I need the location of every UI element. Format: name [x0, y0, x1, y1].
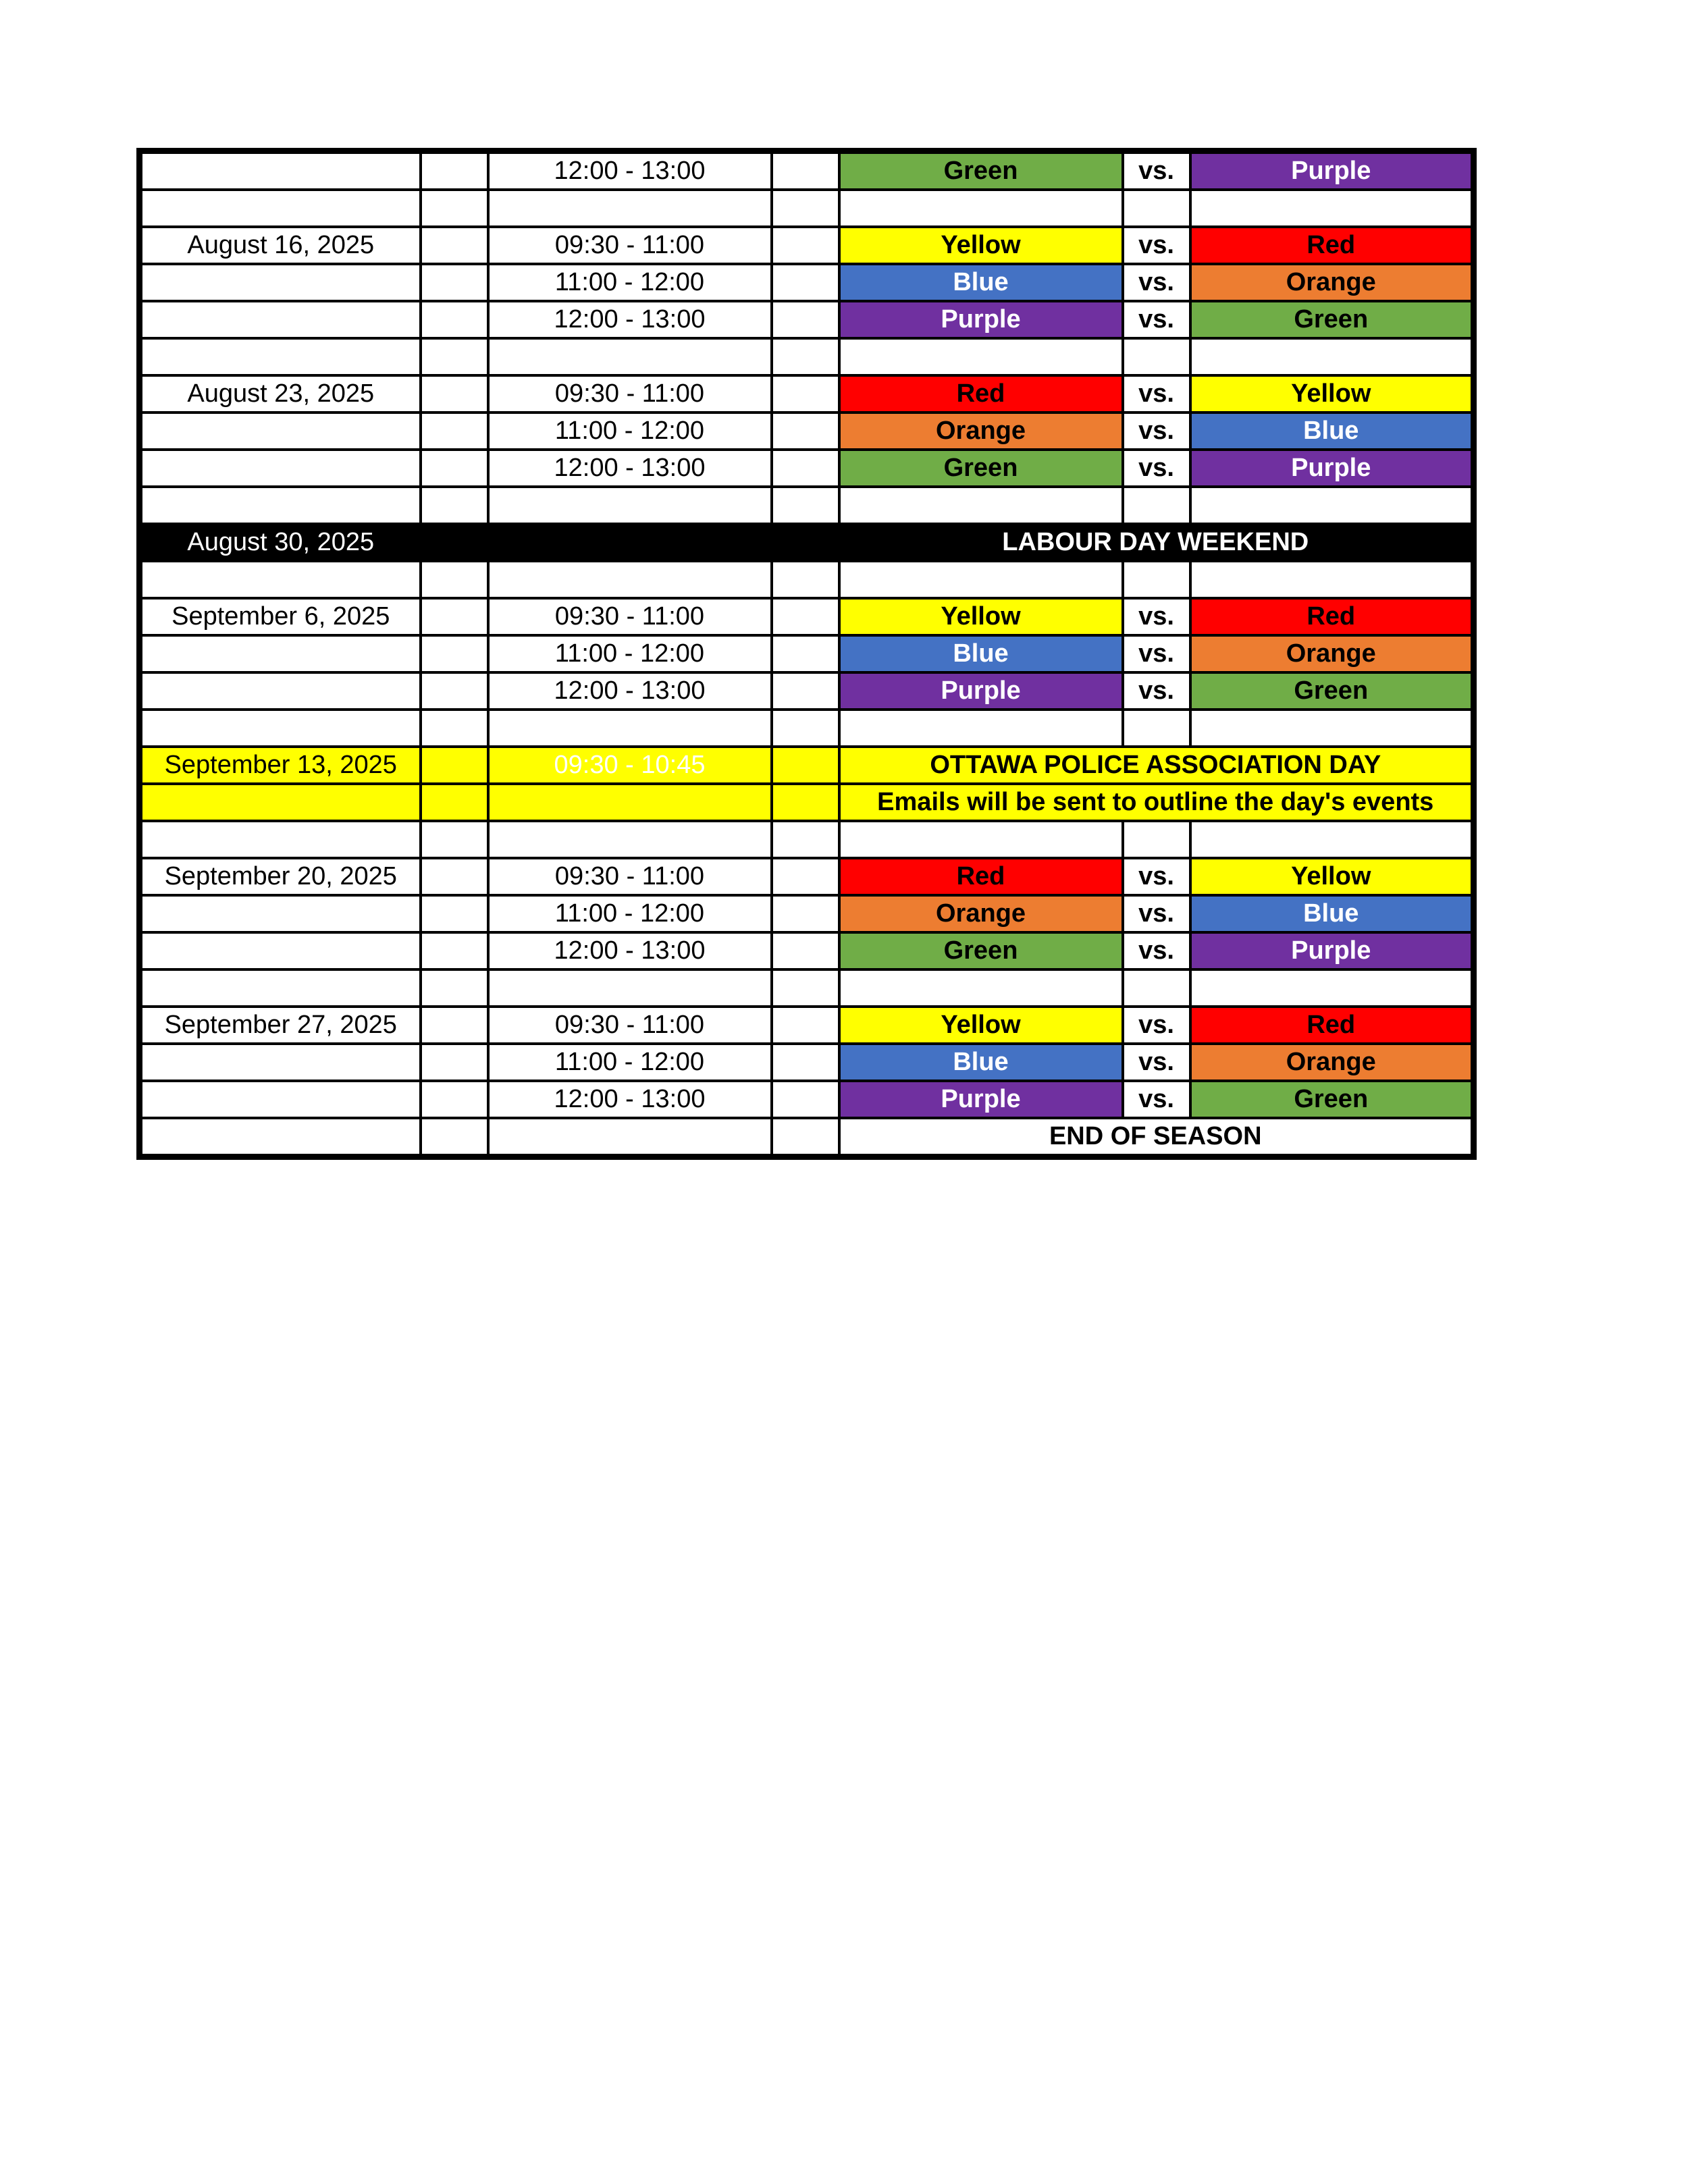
empty-cell: [140, 710, 421, 747]
spacer-cell: [772, 151, 839, 190]
date-cell: August 30, 2025: [140, 524, 421, 561]
vs-label: vs.: [1123, 412, 1190, 450]
vs-label: vs.: [1123, 1007, 1190, 1044]
spacer-cell: [421, 858, 488, 895]
spacer-cell: [772, 784, 839, 821]
time-cell: 09:30 - 10:45: [488, 747, 772, 784]
time-cell: 09:30 - 11:00: [488, 1007, 772, 1044]
vs-label: vs.: [1123, 895, 1190, 932]
spacer-cell: [421, 524, 488, 561]
away-team-cell: Yellow: [1190, 858, 1474, 895]
spacer-cell: [772, 858, 839, 895]
empty-cell: [839, 969, 1123, 1007]
spacer-cell: [421, 598, 488, 635]
time-cell: 11:00 - 12:00: [488, 412, 772, 450]
empty-cell: [421, 561, 488, 598]
time-cell: 11:00 - 12:00: [488, 895, 772, 932]
time-cell: 12:00 - 13:00: [488, 932, 772, 969]
empty-cell: [772, 561, 839, 598]
date-cell: [140, 895, 421, 932]
vs-label: vs.: [1123, 1081, 1190, 1118]
spacer-cell: [772, 227, 839, 264]
spacer-cell: [421, 672, 488, 710]
spacer-row: [140, 487, 1474, 524]
empty-cell: [1123, 338, 1190, 375]
away-team-cell: Blue: [1190, 895, 1474, 932]
time-cell: 11:00 - 12:00: [488, 264, 772, 301]
spacer-row: [140, 821, 1474, 858]
spacer-cell: [772, 412, 839, 450]
home-team-cell: Red: [839, 375, 1123, 412]
empty-cell: [140, 969, 421, 1007]
away-team-cell: Yellow: [1190, 375, 1474, 412]
spacer-cell: [772, 598, 839, 635]
schedule-table: [136, 148, 1477, 1160]
date-cell: [140, 450, 421, 487]
empty-cell: [772, 190, 839, 227]
empty-cell: [140, 487, 421, 524]
time-cell: 11:00 - 12:00: [488, 1044, 772, 1081]
spacer-cell: [421, 784, 488, 821]
game-row: [140, 1044, 1474, 1081]
away-team-cell: Orange: [1190, 264, 1474, 301]
empty-cell: [839, 338, 1123, 375]
spacer-cell: [772, 932, 839, 969]
away-team-cell: Green: [1190, 1081, 1474, 1118]
empty-cell: [421, 821, 488, 858]
spacer-row: [140, 190, 1474, 227]
empty-cell: [772, 487, 839, 524]
empty-cell: [140, 821, 421, 858]
spacer-cell: [772, 1081, 839, 1118]
game-row: [140, 858, 1474, 895]
game-row: [140, 301, 1474, 338]
date-cell: [140, 301, 421, 338]
empty-cell: [1190, 969, 1474, 1007]
spacer-cell: [772, 635, 839, 672]
spacer-cell: [772, 895, 839, 932]
away-team-cell: Red: [1190, 1007, 1474, 1044]
away-team-cell: Green: [1190, 672, 1474, 710]
spacer-cell: [772, 375, 839, 412]
game-row: [140, 412, 1474, 450]
spacer-cell: [421, 151, 488, 190]
empty-cell: [488, 969, 772, 1007]
date-cell: September 6, 2025: [140, 598, 421, 635]
event-banner: Emails will be sent to outline the day's events: [839, 784, 1474, 821]
away-team-cell: Purple: [1190, 450, 1474, 487]
date-cell: [140, 412, 421, 450]
time-cell: 12:00 - 13:00: [488, 1081, 772, 1118]
spacer-cell: [421, 1007, 488, 1044]
empty-cell: [140, 190, 421, 227]
holiday-row: [140, 524, 1474, 561]
away-team-cell: Red: [1190, 598, 1474, 635]
away-team-cell: Purple: [1190, 151, 1474, 190]
date-cell: [140, 635, 421, 672]
time-cell: 11:00 - 12:00: [488, 635, 772, 672]
away-team-cell: Blue: [1190, 412, 1474, 450]
empty-cell: [839, 190, 1123, 227]
date-cell: September 13, 2025: [140, 747, 421, 784]
away-team-cell: Orange: [1190, 1044, 1474, 1081]
vs-label: vs.: [1123, 301, 1190, 338]
date-cell: [140, 932, 421, 969]
game-row: [140, 635, 1474, 672]
empty-cell: [772, 821, 839, 858]
empty-cell: [1123, 487, 1190, 524]
empty-cell: [1123, 561, 1190, 598]
spacer-cell: [772, 1044, 839, 1081]
home-team-cell: Green: [839, 450, 1123, 487]
time-cell: 12:00 - 13:00: [488, 151, 772, 190]
event-banner: OTTAWA POLICE ASSOCIATION DAY: [839, 747, 1474, 784]
home-team-cell: Red: [839, 858, 1123, 895]
spacer-cell: [421, 450, 488, 487]
home-team-cell: Green: [839, 932, 1123, 969]
empty-cell: [421, 190, 488, 227]
empty-cell: [839, 487, 1123, 524]
empty-cell: [839, 710, 1123, 747]
home-team-cell: Blue: [839, 1044, 1123, 1081]
spacer-cell: [421, 264, 488, 301]
spacer-cell: [772, 301, 839, 338]
vs-label: vs.: [1123, 264, 1190, 301]
spacer-cell: [421, 932, 488, 969]
empty-cell: [488, 710, 772, 747]
home-team-cell: Green: [839, 151, 1123, 190]
empty-cell: [488, 190, 772, 227]
empty-cell: [1190, 338, 1474, 375]
spacer-cell: [421, 635, 488, 672]
empty-cell: [421, 338, 488, 375]
event-row: [140, 784, 1474, 821]
time-cell: 12:00 - 13:00: [488, 450, 772, 487]
vs-label: vs.: [1123, 375, 1190, 412]
empty-cell: [488, 487, 772, 524]
date-cell: August 23, 2025: [140, 375, 421, 412]
date-cell: [140, 784, 421, 821]
empty-cell: [839, 561, 1123, 598]
spacer-row: [140, 969, 1474, 1007]
vs-label: vs.: [1123, 672, 1190, 710]
home-team-cell: Yellow: [839, 598, 1123, 635]
empty-cell: [1123, 190, 1190, 227]
game-row: [140, 598, 1474, 635]
spacer-cell: [421, 1081, 488, 1118]
game-row: [140, 151, 1474, 190]
vs-label: vs.: [1123, 635, 1190, 672]
vs-label: vs.: [1123, 1044, 1190, 1081]
empty-cell: [140, 1118, 421, 1157]
game-row: [140, 672, 1474, 710]
spacer-cell: [772, 450, 839, 487]
spacer-row: [140, 710, 1474, 747]
schedule-body: [140, 151, 1474, 1157]
away-team-cell: Green: [1190, 301, 1474, 338]
holiday-banner: LABOUR DAY WEEKEND: [839, 524, 1474, 561]
vs-label: vs.: [1123, 598, 1190, 635]
empty-cell: [1190, 710, 1474, 747]
spacer-row: [140, 338, 1474, 375]
game-row: [140, 895, 1474, 932]
spacer-cell: [421, 227, 488, 264]
spacer-cell: [772, 672, 839, 710]
empty-cell: [839, 821, 1123, 858]
date-cell: August 16, 2025: [140, 227, 421, 264]
away-team-cell: Red: [1190, 227, 1474, 264]
end-of-season-label: END OF SEASON: [839, 1118, 1474, 1157]
time-cell: 09:30 - 11:00: [488, 858, 772, 895]
empty-cell: [421, 487, 488, 524]
empty-cell: [1123, 710, 1190, 747]
empty-cell: [772, 710, 839, 747]
time-cell: 09:30 - 11:00: [488, 598, 772, 635]
game-row: [140, 264, 1474, 301]
date-cell: September 27, 2025: [140, 1007, 421, 1044]
empty-cell: [488, 561, 772, 598]
home-team-cell: Blue: [839, 635, 1123, 672]
home-team-cell: Blue: [839, 264, 1123, 301]
empty-cell: [772, 338, 839, 375]
away-team-cell: Purple: [1190, 932, 1474, 969]
time-cell: 09:30 - 11:00: [488, 375, 772, 412]
vs-label: vs.: [1123, 151, 1190, 190]
event-row: [140, 747, 1474, 784]
empty-cell: [772, 969, 839, 1007]
spacer-cell: [421, 301, 488, 338]
date-cell: September 20, 2025: [140, 858, 421, 895]
date-cell: [140, 1081, 421, 1118]
empty-cell: [1190, 821, 1474, 858]
empty-cell: [421, 710, 488, 747]
empty-cell: [1190, 561, 1474, 598]
spacer-cell: [421, 412, 488, 450]
vs-label: vs.: [1123, 450, 1190, 487]
empty-cell: [140, 561, 421, 598]
home-team-cell: Orange: [839, 895, 1123, 932]
empty-cell: [1123, 969, 1190, 1007]
game-row: [140, 932, 1474, 969]
game-row: [140, 1081, 1474, 1118]
away-team-cell: Orange: [1190, 635, 1474, 672]
empty-cell: [1123, 821, 1190, 858]
date-cell: [140, 151, 421, 190]
spacer-cell: [488, 524, 772, 561]
home-team-cell: Purple: [839, 1081, 1123, 1118]
spacer-cell: [772, 747, 839, 784]
spacer-row: [140, 561, 1474, 598]
vs-label: vs.: [1123, 858, 1190, 895]
vs-label: vs.: [1123, 227, 1190, 264]
spacer-cell: [421, 375, 488, 412]
game-row: [140, 227, 1474, 264]
date-cell: [140, 672, 421, 710]
game-row: [140, 450, 1474, 487]
spacer-cell: [772, 524, 839, 561]
time-cell: 12:00 - 13:00: [488, 301, 772, 338]
end-row: [140, 1118, 1474, 1157]
spacer-cell: [421, 895, 488, 932]
empty-cell: [421, 969, 488, 1007]
spacer-cell: [772, 264, 839, 301]
date-cell: [140, 1044, 421, 1081]
empty-cell: [1190, 190, 1474, 227]
empty-cell: [772, 1118, 839, 1157]
spacer-cell: [421, 747, 488, 784]
home-team-cell: Purple: [839, 301, 1123, 338]
home-team-cell: Yellow: [839, 227, 1123, 264]
empty-cell: [488, 821, 772, 858]
home-team-cell: Purple: [839, 672, 1123, 710]
home-team-cell: Yellow: [839, 1007, 1123, 1044]
empty-cell: [140, 338, 421, 375]
spacer-cell: [421, 1044, 488, 1081]
empty-cell: [488, 338, 772, 375]
date-cell: [140, 264, 421, 301]
home-team-cell: Orange: [839, 412, 1123, 450]
game-row: [140, 375, 1474, 412]
vs-label: vs.: [1123, 932, 1190, 969]
time-cell: 12:00 - 13:00: [488, 672, 772, 710]
empty-cell: [421, 1118, 488, 1157]
game-row: [140, 1007, 1474, 1044]
time-cell: 09:30 - 11:00: [488, 227, 772, 264]
empty-cell: [488, 1118, 772, 1157]
empty-cell: [1190, 487, 1474, 524]
spacer-cell: [772, 1007, 839, 1044]
time-cell: [488, 784, 772, 821]
